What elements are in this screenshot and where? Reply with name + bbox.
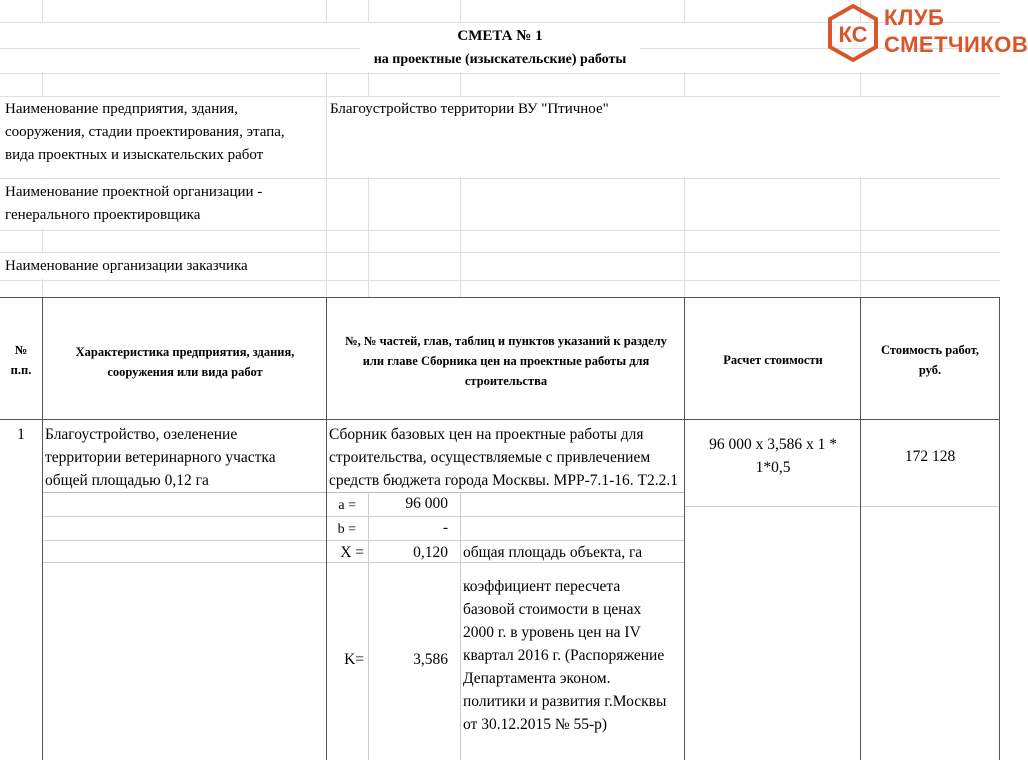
header-references: №, № частей, глав, таблиц и пунктов указаний к разделу или главе Сборника цен на проектные работы для строительства <box>345 334 667 388</box>
param-label: X = <box>340 544 364 561</box>
param-label: a = <box>338 498 356 513</box>
customer-label: Наименование организации заказчика <box>5 258 248 274</box>
param-description: коэффициент пересчета базовой стоимости в ценах 2000 г. в уровень цен на IV квартал 2016 г. (Распоряжение Департамента эконом. политики и развития г.Москвы от 30.12.2015 № 55-р) <box>463 578 667 733</box>
param-value: - <box>442 519 448 536</box>
row1-calculation: 96 000 x 3,586 x 1 * 1*0,5 <box>709 436 837 476</box>
param-description: общая площадь объекта, га <box>463 544 643 561</box>
param-value: 0,120 <box>413 544 448 561</box>
param-value: 96 000 <box>405 495 448 512</box>
header-calculation: Расчет стоимости <box>723 353 823 367</box>
logo-monogram: КС <box>838 22 868 47</box>
design-org-label: Наименование проектной организации - генерального проектировщика <box>5 184 263 223</box>
param-label: b = <box>337 522 356 537</box>
row1-characteristics: Благоустройство, озеленение территории ветеринарного участка общей площадью 0,12 га <box>45 426 276 489</box>
row1-cost: 172 128 <box>904 448 956 465</box>
param-value: 3,586 <box>413 651 448 668</box>
header-num: № п.п. <box>10 343 32 377</box>
enterprise-value: Благоустройство территории ВУ "Птичное" <box>330 101 609 117</box>
logo-text: КЛУБ СМЕТЧИКОВ <box>884 5 1028 57</box>
row1-num: 1 <box>17 426 25 443</box>
document-title: СМЕТА № 1 <box>457 28 543 44</box>
header-characteristics: Характеристика предприятия, здания, сооружения или вида работ <box>75 345 295 379</box>
row1-reference: Сборник базовых цен на проектные работы для строительства, осуществляемые с привлечением средств бюджета города Москвы. МРР-7.1-16. Т2.2.1 <box>329 426 678 489</box>
enterprise-label: Наименование предприятия, здания, сооружения, стадии проектирования, этапа, вида проектных и изыскательских работ <box>5 101 285 163</box>
header-cost: Стоимость работ, руб. <box>880 343 979 377</box>
document-subtitle: на проектные (изыскательские) работы <box>373 52 627 67</box>
param-label: K= <box>344 651 364 668</box>
